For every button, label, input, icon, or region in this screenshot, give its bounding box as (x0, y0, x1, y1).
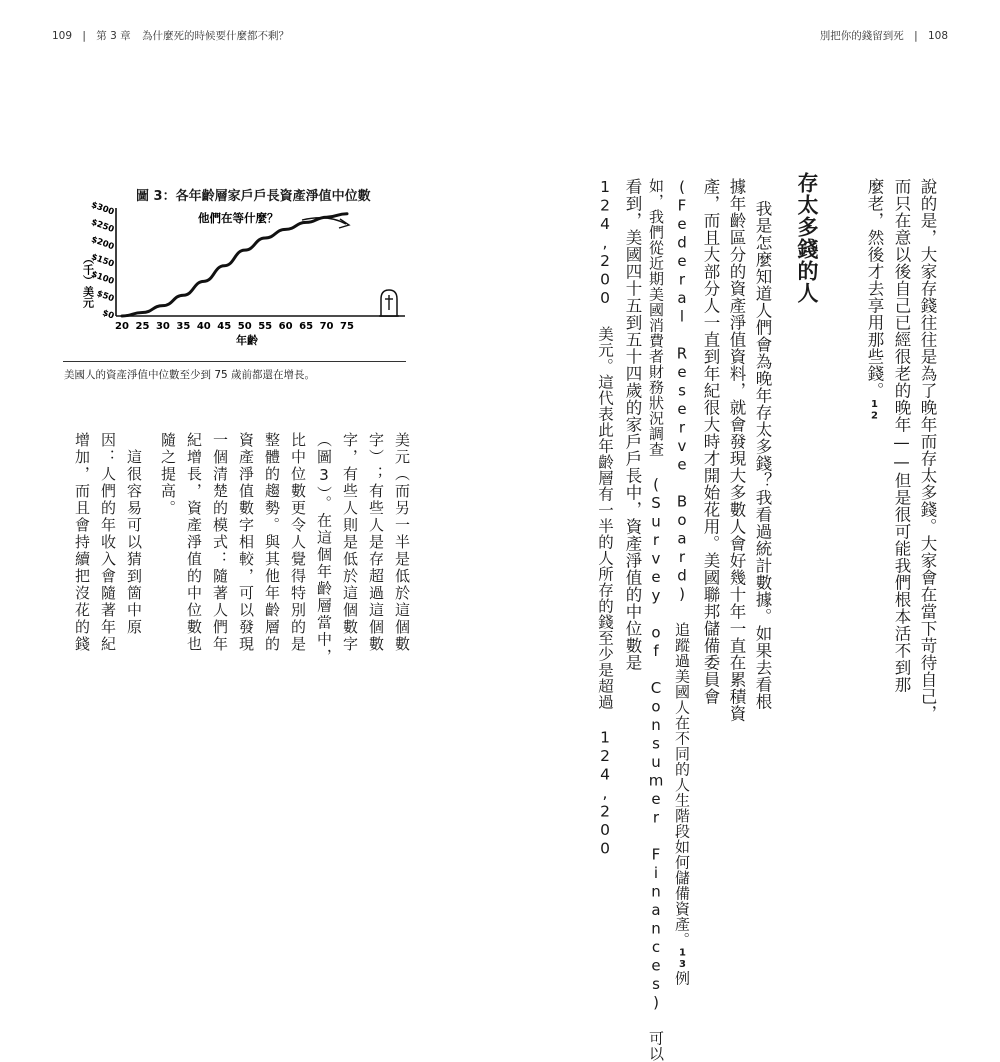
left-line-9: 紀增長，資產淨值的中位數也 (185, 432, 203, 653)
x-tick-label: 65 (299, 321, 314, 332)
left-line-1: 美元（而另一半是低於這個數 (393, 432, 411, 653)
left-line-11: 這很容易可以猜到箇中原 (125, 432, 143, 636)
section-line-4-text: (Federal Reserve Board) 追蹤過美國人在不同的人生階段如何儲備資產。 (673, 178, 691, 948)
left-line-12: 因：人們的年收入會隨著年紀 (99, 432, 117, 653)
left-page-header (52, 28, 289, 43)
intro-line-1: 說的是，大家存錢往往是為了晚年而存太多錢。大家會在當下苛待自己， (918, 178, 937, 722)
section-line-3: 產，而且大部分人一直到年紀很大時才開始花用。美國聯邦儲備委員會 (701, 178, 720, 705)
x-tick-label: 40 (196, 321, 211, 332)
left-page-number: 109 (52, 30, 73, 42)
section-line-2: 據年齡區分的資產淨值資料，就會發現大多數人會好幾十年一直在累積資 (727, 178, 746, 722)
footnote-marker: 12 (869, 399, 880, 422)
right-page-number: 108 (927, 30, 948, 42)
y-tick-label: $100 (89, 269, 116, 287)
left-chapter-title: 為什麼死的時候要什麼都不剩？ (141, 30, 289, 42)
left-line-10: 隨之提高。 (159, 432, 177, 517)
left-line-13: 增加，而且會持續把沒花的錢 (73, 432, 91, 653)
intro-line-3-text: 麼老，然後才去享用那些錢。 (865, 178, 884, 399)
section-line-5: 如，我們從近期美國消費者財務狀況調查 (Survey of Consumer Finances) 可以 (647, 178, 665, 1062)
x-tick-label: 70 (319, 321, 334, 332)
y-tick-label: $50 (95, 288, 116, 305)
header-separator: | (82, 30, 86, 42)
right-book-title: 別把你的錢留到死 (819, 30, 904, 42)
right-page-header (820, 28, 948, 43)
footnote-marker: 13 (677, 947, 688, 971)
left-line-6: 整體的趨勢。與其他年齡層的 (263, 432, 281, 653)
section-line-4 (672, 178, 693, 986)
intro-line-3 (862, 178, 886, 422)
section-heading: 存太多錢的人 (795, 172, 819, 304)
y-axis-label: （千）美元 (81, 253, 95, 308)
chart-rule (63, 361, 406, 362)
intro-line-2: 而只在意以後自己已經很老的晚年——但是很可能我們根本活不到那 (892, 178, 911, 693)
left-line-8: 一個清楚的模式：隨著人們年 (211, 432, 229, 653)
x-axis-label: 年齡 (236, 334, 258, 347)
x-tick-label: 20 (115, 321, 129, 332)
header-separator: | (914, 30, 918, 42)
x-tick-label: 45 (217, 321, 232, 332)
chart-title: 圖 3：各年齡層家戶戶長資產淨值中位數 (136, 189, 371, 204)
left-line-5: 比中位數更令人覺得特別的是 (289, 432, 307, 653)
y-tick-label: $250 (89, 217, 116, 235)
tombstone-icon (379, 290, 399, 316)
left-line-3: 字，有些人則是低於這個數字 (341, 432, 359, 653)
left-chapter-label: 第 3 章 (96, 30, 131, 42)
left-line-2: 字）；有些人是存超過這個數 (367, 432, 385, 653)
y-tick-label: $150 (89, 252, 116, 270)
y-tick-label: $300 (89, 200, 116, 218)
x-tick-label: 50 (237, 321, 252, 332)
x-tick-label: 30 (155, 321, 170, 332)
y-tick-label: $0 (100, 308, 116, 322)
x-tick-label: 60 (278, 321, 293, 332)
section-line-6: 看到，美國四十五到五十四歲的家戶戶長中，資產淨值的中位數是 (623, 178, 642, 671)
x-tick-label: 35 (176, 321, 191, 332)
x-tick-label: 75 (340, 321, 354, 332)
x-tick-label: 55 (258, 321, 273, 332)
x-tick-label: 25 (135, 321, 150, 332)
left-line-7: 資產淨值數字相較，可以發現 (237, 432, 255, 653)
y-tick-label: $200 (89, 234, 116, 253)
left-line-4: （圖3）。在這個年齡層當中， (315, 432, 333, 666)
net-worth-chart (70, 198, 410, 348)
section-line-7: 124,200 美元。這代表此年齡層有一半的人所存的錢至少是超過 124,200 (596, 178, 614, 858)
section-line-4-tail: 例 (673, 970, 691, 986)
chart-annotation: 他們在等什麼？ (198, 211, 279, 225)
section-line-1: 我是怎麼知道人們會為晚年存太多錢？我看過統計數據。如果去看根 (753, 200, 772, 710)
net-worth-line (122, 214, 347, 316)
chart-caption: 美國人的資產淨值中位數至少到 75 歲前都還在增長。 (64, 369, 316, 381)
